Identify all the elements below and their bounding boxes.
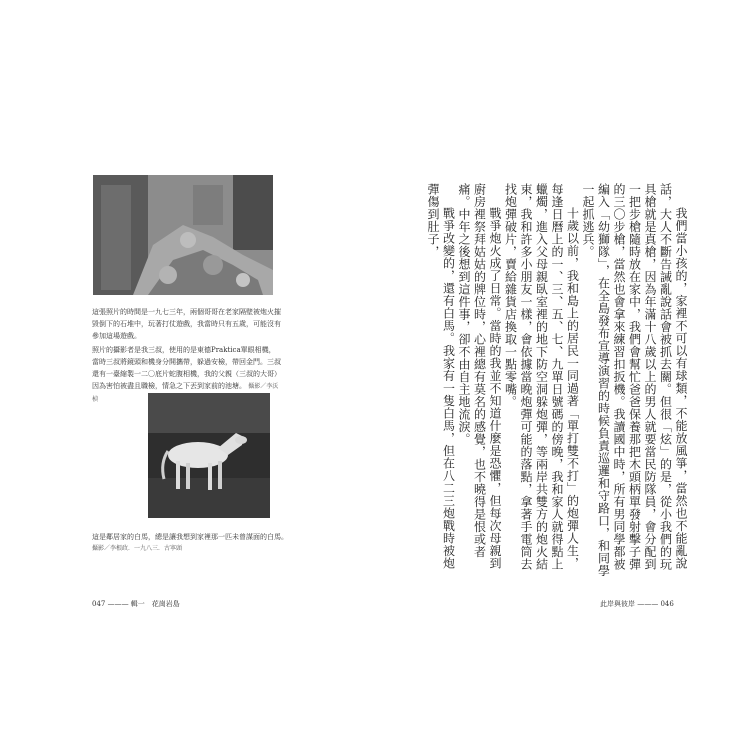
page-folio-right: 此岸與彼岸 ——— 046 <box>600 600 674 608</box>
body-paragraph: 戰爭炮火成了日常。當時的我並不知道什麼是恐懼，但每次母親到廚房裡祭拜姑姑的牌位時，心裡總有莫名的感覺，也不曉得是恨或者痛。中年之後想到這件事，卻不由自主地流淚。 <box>457 183 502 570</box>
photo-caption-1 <box>92 306 282 406</box>
caption-1-credit: 攝影／李沃楨 <box>92 383 279 403</box>
photo-caption-2 <box>92 531 292 555</box>
vertical-body-text <box>418 183 688 580</box>
horse-photo <box>148 393 270 518</box>
body-paragraph: 戰爭改變的，還有白馬。我家有一隻白馬，但在八二三炮戰時被炮彈傷到肚子， <box>426 183 456 570</box>
caption-2-credit: 攝影／李根政．一九八三．古寧頭 <box>92 545 183 552</box>
rubble-photo <box>93 175 273 295</box>
body-paragraph: 我們當小孩的，家裡不可以有球類，不能放風箏，當然也不能亂說話，大人不斷告誡亂說話會被抓去關。但很「炫」的是，從小我們的玩具槍就是真槍，因為年滿十八歲以上的男人就要當民防隊員，會分配到一把步槍隨時放在家中，我們會幫忙爸爸保養那把木頭柄單發射擊子彈的三〇步槍，當然也會拿來練習扣扳機。我讀國中時，所有男同學都被編入「幼獅隊」，在全島發布宣導演習的時候負責巡邏和守路口，和同學一起抓逃兵。 <box>581 183 688 577</box>
page-folio-left: 047 ——— 輯一 花崗岩島 <box>92 600 180 608</box>
caption-2-text: 這是鄰居家的白馬，總是讓我想到家裡那一匹未曾謀面的白馬。 <box>92 533 288 541</box>
caption-1-text-1: 這張照片的時間是一九七三年，兩個哥哥在老家隔壁被炮火摧毀倒下的石堆中，玩著打仗遊戲，我當時只有五歲，可能沒有參加這場遊戲。 <box>92 308 281 340</box>
caption-1-text-2: 照片的攝影者是我三叔，使用的是東德Praktica單眼相機，當時三叔將鏡頭和機身分開攜帶，躲過安檢，帶回金門。三叔還有一臺縮製一二〇底片蛇腹相機，我的父親（三叔的大哥）因為害怕被盡且職檢，情急之下丟到家前的池塘。 <box>92 346 281 390</box>
body-paragraph: 十歲以前，我和島上的居民一同過著「單打雙不打」的炮彈人生，每逢日曆上的一、三、五、七、九單日號碼的傍晚，我和家人就得點上蠟燭，進入父母親臥室裡的地下防空洞躲炮彈，等兩岸共雙方的炮火結束，我和許多小朋友一樣，會依據當晚炮彈可能的落點，拿著手電筒去找炮彈破片，賣給雜貨店換取一點零嘴。 <box>503 183 580 571</box>
